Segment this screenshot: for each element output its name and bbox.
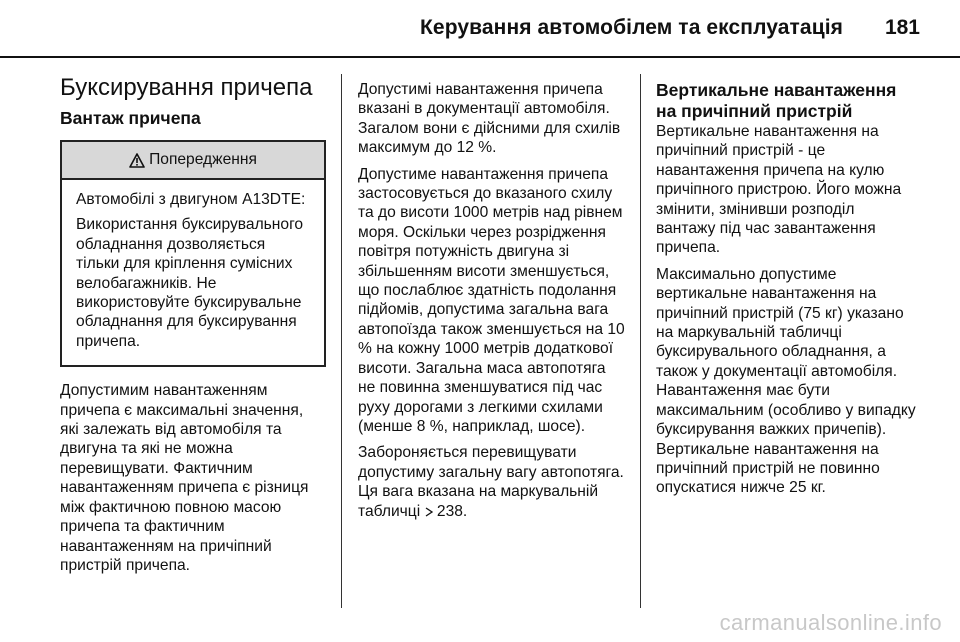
paragraph-text: Забороняється перевищувати допустиму загальну вагу автопотяга. Ця вага вказана на маркувальній табличці	[358, 444, 624, 520]
paragraph	[358, 443, 626, 521]
warning-header	[62, 142, 324, 180]
paragraph: Вертикальне навантаження на причіпний пристрій - це навантаження причепа на кулю причіпного пристрою. Його можна змінити, змінивши розподіл вантажу під час завантаження причепа.	[656, 123, 902, 257]
warning-box	[60, 140, 326, 367]
warning-label: Попередження	[149, 151, 257, 169]
paragraph: Допустиме навантаження причепа застосовується до вказаного схилу та до висоти 1000 метрів над рівнем моря. Оскільки через розрідження повітря потужність двигуна зі збільшенням висоти зменшується, що послаблює здатність подолання підйомів, допустима загальна вага автопоїзда також зменшується на 10 % на кожну 1000 метрів додаткової висоти. Загальна маса автопотяга не повинна зменшуватися під час руху дорогами з легкими схилами (менше 8 %, наприклад, шосе).	[358, 165, 625, 435]
warning-body	[62, 180, 324, 365]
warning-text-2: Використання буксирувального обладнання дозволяється тільки для кріплення сумісних велобагажників. Не використовуйте буксирувальне обладнання для буксирування причепа.	[76, 216, 304, 350]
warning-triangle-icon	[129, 153, 145, 168]
section-title: Буксирування причепа	[60, 74, 313, 101]
page-reference-link[interactable]: 238.	[436, 502, 468, 520]
column-3	[656, 80, 918, 505]
arrow-ref-icon	[425, 507, 433, 517]
page-number: 181	[884, 16, 920, 39]
column-divider-1	[341, 74, 342, 608]
column-1	[60, 74, 326, 582]
warning-text-1: Автомобілі з двигуном A13DTE:	[76, 191, 306, 208]
paragraph: Максимально допустиме вертикальне навантаження на причіпний пристрій (75 кг) указано на маркувальній табличці буксирувального обладнання, а також у документації автомобіля. Навантаження має бути максимальним (особливо у випадку буксирування важких причепів). Вертикальне навантаження на причіпний пристрій не повинно опускатися нижче 25 кг.	[656, 265, 916, 497]
header-rule	[0, 56, 960, 58]
page-header	[0, 0, 960, 56]
paragraph: Допустимим навантаженням причепа є максимальні значення, які залежать від автомобіля та двигуна та які не можна перевищувати. Фактичним навантаженням причепа є різниця між фактичною повною масою причепа та фактичним навантаженням на причіпний пристрій причепа.	[60, 382, 309, 574]
header-title: Керування автомобілем та експлуатація	[420, 16, 843, 39]
column-divider-2	[640, 74, 641, 608]
subsection-title: Вертикальне навантаження на причіпний пристрій	[656, 80, 897, 121]
subsection-title: Вантаж причепа	[60, 108, 201, 128]
column-2	[358, 80, 626, 528]
watermark: carmanualsonline.info	[719, 610, 942, 635]
paragraph: Допустимі навантаження причепа вказані в документації автомобіля. Загалом вони є дійсними для схилів максимум до 12 %.	[358, 81, 621, 157]
